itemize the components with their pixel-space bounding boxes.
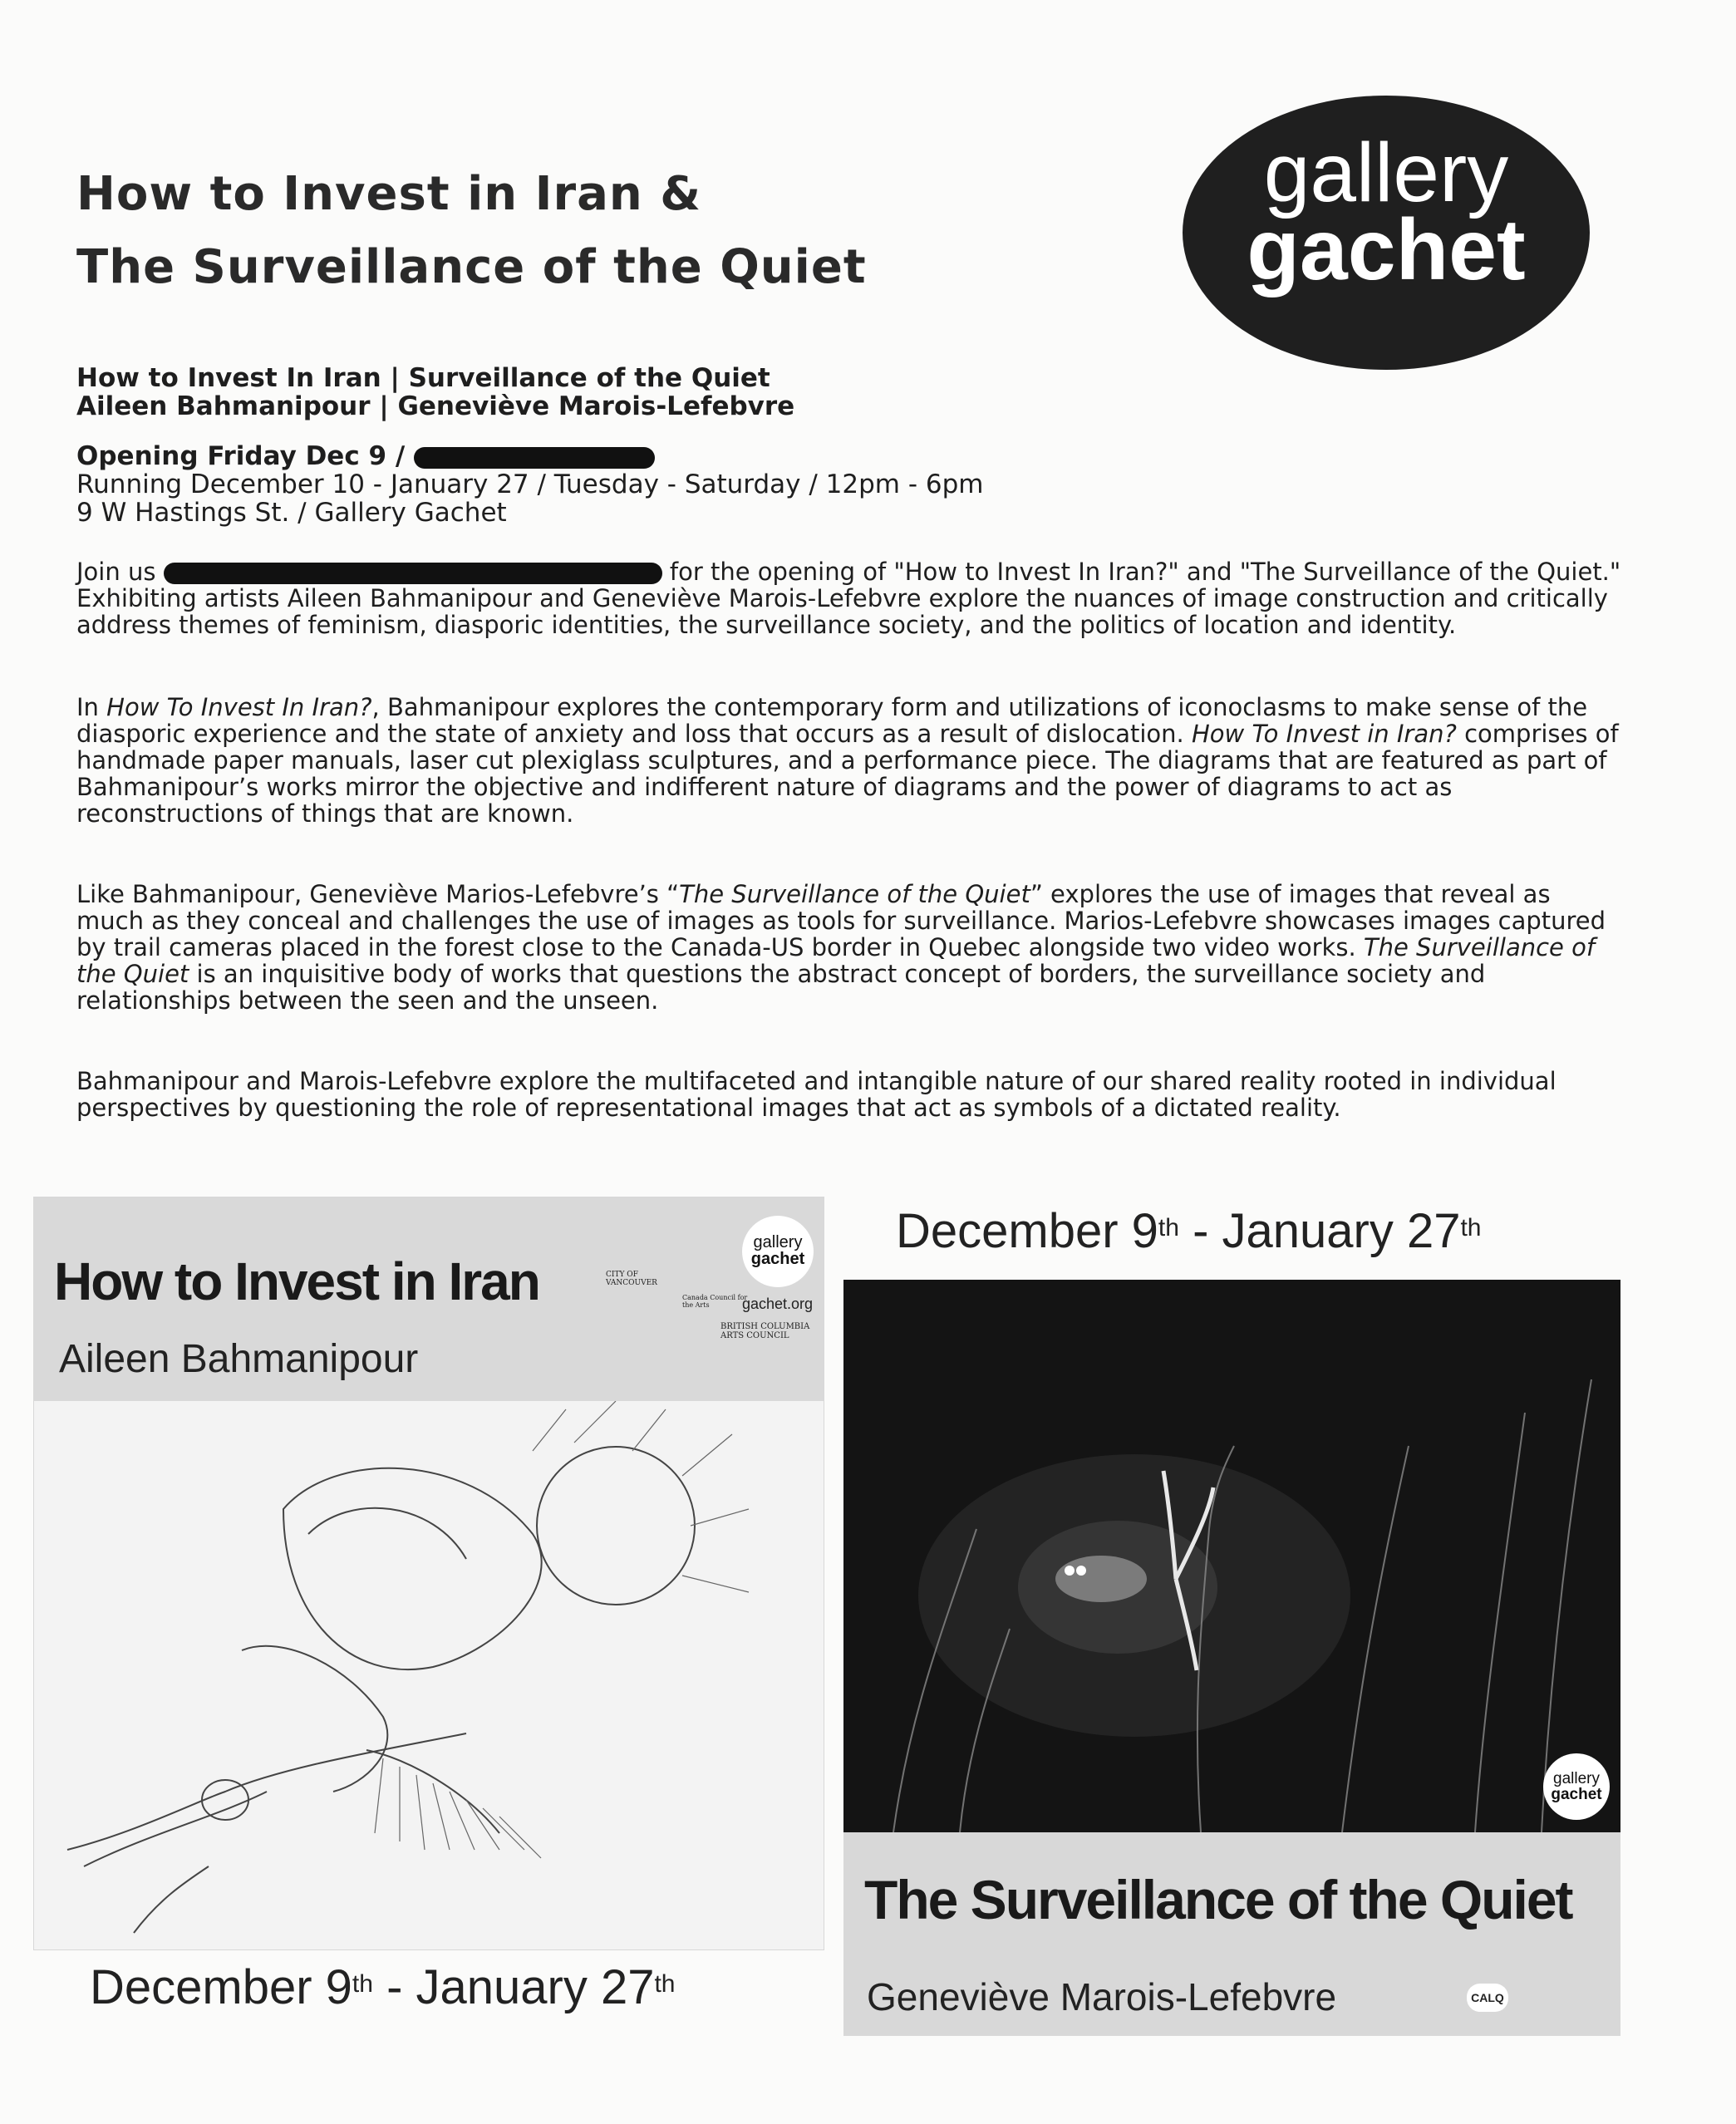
exhibitions-line: How to Invest In Iran | Surveillance of the Quiet: [76, 363, 770, 393]
p2-part-a: In: [76, 693, 107, 721]
poster-artist: Geneviève Marois-Lefebvre: [867, 1975, 1337, 2018]
gachet-org-link: gachet.org: [742, 1296, 814, 1312]
poster-title: How to Invest in Iran: [54, 1251, 539, 1311]
title-line-1: How to Invest in Iran &: [76, 167, 702, 221]
opening-text: Opening Friday Dec 9 /: [76, 441, 406, 471]
intro-paragraph: [76, 558, 1622, 638]
p2-title-italic-2: How To Invest in Iran?: [1191, 720, 1457, 748]
poster-surveillance-of-the-quiet: [843, 1280, 1620, 2036]
intro-rest: for the opening of "How to Invest In Iran?" and "The Surveillance of the Quiet." Exhibiting artists Aileen Bahmanipour and Geneviève Marois-Lefebvre explore the nuances of image construction and critically address themes of feminism, diasporic identities, the surveillance society, and the politics of location and identity.: [76, 558, 1621, 639]
calq-logo: CALQ: [1467, 1984, 1508, 2012]
p3-title-italic-2: The Surveillance of the Quiet: [76, 933, 1596, 988]
gallery-gachet-mini-logo: gallery gachet: [742, 1216, 814, 1287]
page-title: [76, 158, 1190, 304]
opening-line: [76, 442, 1622, 470]
poster-header-band: [34, 1197, 824, 1401]
exhibition-info: [76, 364, 1622, 527]
city-of-vancouver-logo: CITY OF VANCOUVER: [606, 1271, 657, 1287]
redaction-mark: [414, 447, 655, 469]
poster-title: The Surveillance of the Quiet: [864, 1869, 1572, 1930]
closing-paragraph: Bahmanipour and Marois-Lefebvre explore the multifaceted and intangible nature of our shared reality rooted in individual perspectives by questioning the role of representational images that act as symbols of a dictated reality.: [76, 1067, 1556, 1122]
p2-part-e: comprises of handmade paper manuals, laser cut plexiglass sculptures, and a performance piece. The diagrams that are featured as part of Bahmanipour’s works mirror the objective and indifferent nature of diagrams and the power of diagrams to act as reconstructions of things that are known.: [76, 720, 1619, 828]
title-line-2: The Surveillance of the Quiet: [76, 240, 867, 294]
p3-part-c: ” explores the use of images that reveal as much as they conceal and challenges the use of images as tools for surveillance. Marios-Lefebvre showcases images captured by trail cameras placed in the forest close to the Canada-US border in Quebec alongside two video works.: [76, 880, 1606, 961]
poster-footer-band: [843, 1832, 1620, 2036]
logo-line-1: gallery: [1263, 126, 1509, 219]
running-line: Running December 10 - January 27 / Tuesday - Saturday / 12pm - 6pm: [76, 470, 984, 499]
p3-part-a: Like Bahmanipour, Geneviève Marios-Lefebvre’s “: [76, 880, 680, 908]
artists-line: Aileen Bahmanipour | Geneviève Marois-Lefebvre: [76, 391, 795, 421]
diagram-sketch-illustration: [34, 1401, 824, 1949]
poster-artist: Aileen Bahmanipour: [59, 1337, 419, 1381]
logo-line-2: gachet: [1247, 202, 1526, 298]
p3-title-italic: The Surveillance of the Quiet: [679, 880, 1030, 908]
poster-how-to-invest-in-iran: [33, 1197, 824, 1950]
marois-lefebvre-paragraph: [76, 881, 1622, 1014]
forest-night-image: [843, 1280, 1620, 1832]
address-line: 9 W Hastings St. / Gallery Gachet: [76, 498, 507, 528]
p2-title-italic: How To Invest In Iran?: [106, 693, 372, 721]
redaction-mark: [164, 563, 662, 584]
trail-camera-photo: [843, 1280, 1620, 1832]
p3-part-e: is an inquisitive body of works that questions the abstract concept of borders, the surveillance society and relationships between the seen and the unseen.: [76, 960, 1486, 1015]
canada-council-logo: Canada Council for the Arts: [682, 1294, 748, 1309]
bahmanipour-paragraph: [76, 694, 1622, 827]
intro-start: Join us: [76, 558, 156, 586]
gallery-gachet-mini-logo: gallery gachet: [1543, 1753, 1610, 1820]
poster-right-dates: December 9th - January 27th: [896, 1204, 1482, 1258]
p2-part-c: , Bahmanipour explores the contemporary form and utilizations of iconoclasms to make sense of the diasporic experience and the state of anxiety and loss that occurs as a result of dislocation.: [76, 693, 1588, 748]
poster-left-dates: December 9th - January 27th: [90, 1960, 676, 2014]
bc-arts-council-logo: BRITISH COLUMBIA ARTS COUNCIL: [720, 1322, 810, 1340]
gallery-gachet-logo: [1183, 96, 1590, 370]
